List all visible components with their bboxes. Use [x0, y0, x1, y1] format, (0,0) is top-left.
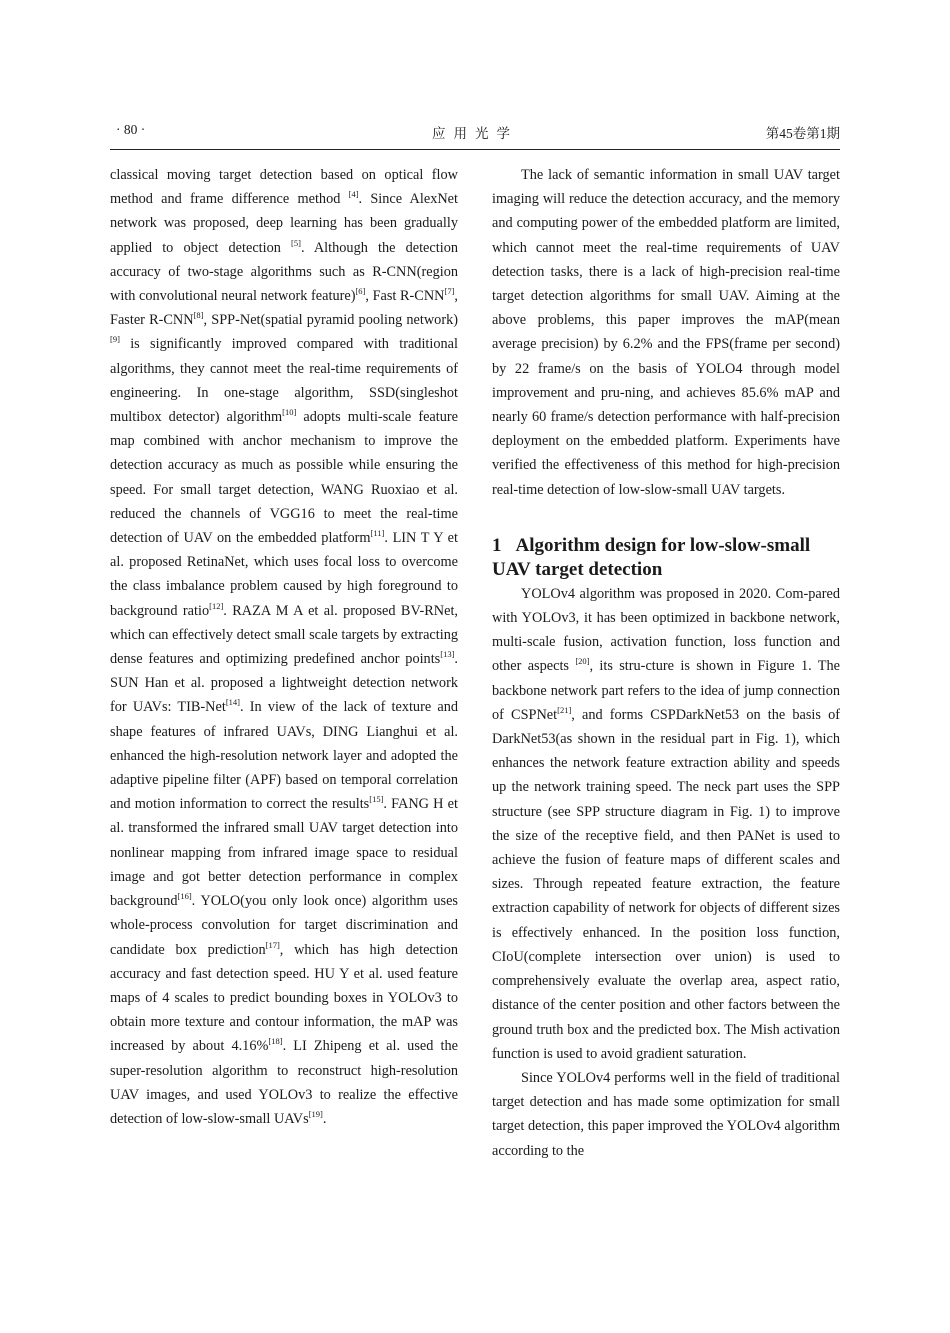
- citation-ref: [16]: [177, 891, 192, 902]
- citation-ref: [14]: [225, 697, 241, 708]
- citation-ref: [9]: [110, 334, 120, 345]
- running-header: [110, 122, 840, 142]
- header-rule: [110, 149, 840, 150]
- page-number: · 80 ·: [116, 122, 146, 137]
- citation-ref: [18]: [268, 1036, 283, 1047]
- right-column: [492, 163, 840, 1163]
- citation-ref: [12]: [209, 600, 224, 611]
- body-paragraph: classical moving target detection based on optical flow method and frame difference method [4]. Since AlexNet network was proposed, deep learning has been gradually applied to object detection [5]. Although the detection accuracy of two-stage algorithms such as R-CNN(region with convolutional neural network feature)[6], Fast R-CNN[7], Faster R-CNN[8], SPP-Net(spatial pyramid pooling network)[9] is significantly improved compared with traditional algorithms, they cannot meet the real-time requirements of engineering. In one-stage algorithm, SSD(singleshot multibox detector) algorithm[10] adopts multi-scale feature map combined with anchor mechanism to improve the detection accuracy as much as possible while ensuring the speed. For small target detection, WANG Ruoxiao et al. reduced the channels of VGG16 to meet the real-time detection of UAV on the embedded platform[11]. LIN T Y et al. proposed RetinaNet, which uses focal loss to overcome the class imbalance problem caused by high foreground to background ratio[12]. RAZA M A et al. proposed BV-RNet, which can effectively detect small scale targets by extracting dense features and optimizing predefined anchor points[13]. SUN Han et al. proposed a lightweight detection network for UAVs: TIB-Net[14]. In view of the lack of texture and shape features of infrared UAVs, DING Lianghui et al. enhanced the high-resolution network layer and adopted the adaptive pipeline filter (APF) based on temporal correlation and motion information to correct the results[15]. FANG H et al. transformed the infrared small UAV target detection into nonlinear mapping from infrared image space to residual image and got better detection performance in complex background[16]. YOLO(you only look once) algorithm uses whole-process convolution for target discrimination and candidate box prediction[17], which has high detection accuracy and fast detection speed. HU Y et al. used feature maps of 4 scales to predict bounding boxes in YOLOv3 to obtain more texture and contour information, the mAP was increased by about 4.16%[18]. LI Zhipeng et al. used the super-resolution algorithm to reconstruct high-resolution UAV images, and used YOLOv3 to realize the effective detection of low-slow-small UAVs[19].: [110, 167, 459, 1127]
- citation-ref: [20]: [575, 656, 590, 667]
- citation-ref: [15]: [369, 794, 384, 805]
- citation-ref: [10]: [282, 407, 297, 418]
- citation-ref: [11]: [370, 528, 385, 539]
- body-paragraph: YOLOv4 algorithm was proposed in 2020. Com-pared with YOLOv3, it has been optimized in backbone network, multi-scale fusion, activation function, loss function and other aspects [20], its stru-cture is shown in Figure 1. The backbone network part refers to the idea of jump connection of CSPNet[21], and forms CSPDarkNet53 on the basis of DarkNet53(as shown in the residual part in Fig. 1), which enhances the network feature extraction ability and speeds up the network training speed. The neck part uses the SPP structure (see SPP structure diagram in Fig. 1) to improve the size of the receptive field, and then PANet is used to achieve the fusion of feature maps of different scales and sizes. Through repeated feature extraction, the feature extraction capability of network for objects of different sizes is effectively enhanced. In the position loss function, CIoU(complete intersection over union) is used to comprehensively evaluate the overlap area, aspect ratio, distance of the center position and other factors between the ground truth box and the predicted box. The Mish activation function is used to avoid gradient saturation.: [492, 585, 841, 1062]
- citation-ref: [13]: [440, 649, 455, 660]
- citation-ref: [19]: [308, 1108, 323, 1119]
- body-paragraph: Since YOLOv4 performs well in the field of traditional target detection and has made some optimization for small target detection, this paper improved the YOLOv4 algorithm according to the: [492, 1069, 840, 1159]
- section-heading: [492, 534, 840, 582]
- intro-paragraph: The lack of semantic information in small UAV target imaging will reduce the detection accuracy, and the memory and computing power of the embedded platform are limited, which cannot meet the real-time requirements of UAV detection tasks, there is a lack of high-precision real-time target detection algorithms for small UAV. Aiming at the above problems, this paper improves the mAP(mean average precision) by 6.2% and the FPS(frame per second) by 22 frame/s on the basis of YOLO4 through model improvement and pru-ning, and achieves 85.6% mAP and nearly 60 frame/s detection performance with half-precision deployment on the embedded platform. Experiments have verified the effectiveness of this method for high-precision real-time detection of low-slow-small UAV targets.: [492, 167, 840, 498]
- left-column: [110, 163, 458, 1131]
- issue-info: 第45卷第1期: [765, 126, 840, 141]
- citation-ref: [4]: [348, 189, 359, 200]
- citation-ref: [7]: [444, 286, 455, 297]
- citation-ref: [17]: [265, 939, 280, 950]
- citation-ref: [5]: [291, 237, 301, 248]
- citation-ref: [6]: [355, 286, 366, 297]
- section-number: 1: [492, 534, 502, 556]
- section-title: Algorithm design for low-slow-small UAV target detection: [492, 534, 811, 580]
- citation-ref: [8]: [193, 310, 204, 321]
- journal-title: 应用光学: [432, 126, 518, 141]
- citation-ref: [21]: [557, 704, 572, 715]
